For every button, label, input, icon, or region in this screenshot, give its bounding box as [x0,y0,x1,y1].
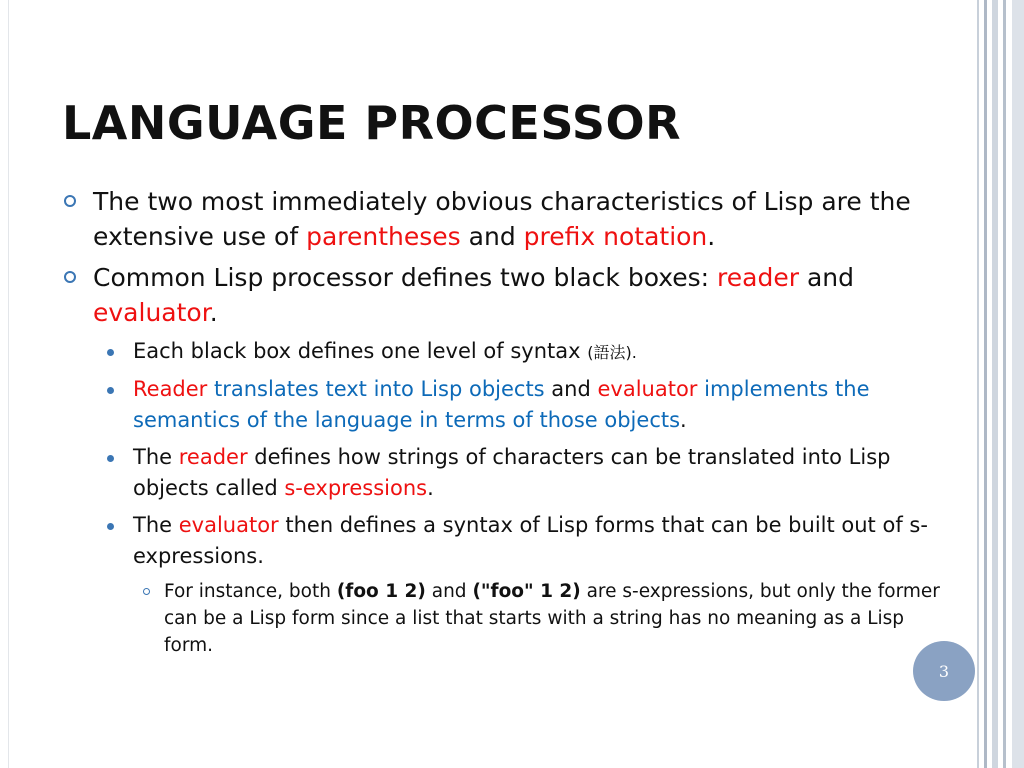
right-edge-stripe [977,0,979,768]
bullet-black-boxes: Common Lisp processor defines two black boxes: reader and evaluator. [60,260,940,330]
sub-bullet-reader-definition: The reader defines how strings of characters can be translated into Lisp objects called s-expressions. [60,442,940,504]
circle-bullet-icon [64,271,76,283]
sub-bullet-syntax-level: Each black box defines one level of syntax (語法). [60,336,940,368]
bullet-lisp-characteristics: The two most immediately obvious characteristics of Lisp are the extensive use of parentheses and prefix notation. [60,184,940,254]
dot-bullet-icon [107,349,114,356]
small-circle-bullet-icon [143,588,150,595]
right-edge-stripe [1012,0,1024,768]
slide-body [60,184,940,659]
sub-bullet-reader-evaluator: Reader translates text into Lisp objects and evaluator implements the semantics of the language in terms of those objects. [60,374,940,436]
dot-bullet-icon [107,387,114,394]
highlight-parentheses: parentheses [306,222,461,251]
left-edge-rule [8,0,9,768]
sub-sub-bullet-example: For instance, both (foo 1 2) and ("foo" 1 2) are s-expressions, but only the former can be a Lisp form since a list that starts with a string has no meaning as a Lisp form. [60,578,940,659]
dot-bullet-icon [107,455,114,462]
sub-bullet-evaluator-definition: The evaluator then defines a syntax of Lisp forms that can be built out of s-expressions. [60,510,940,572]
right-edge-stripe [992,0,998,768]
highlight-reader: reader [717,263,800,292]
highlight-evaluator: evaluator [93,298,210,327]
right-edge-stripe [1003,0,1006,768]
highlight-prefix-notation: prefix notation [523,222,708,251]
circle-bullet-icon [64,195,76,207]
page-number-badge: 3 [913,641,975,701]
code-example-1: (foo 1 2) [336,581,426,602]
code-example-2: ("foo" 1 2) [472,581,581,602]
right-edge-stripe [984,0,987,768]
dot-bullet-icon [107,523,114,530]
slide-title: LANGUAGE PROCESSOR [62,96,682,150]
